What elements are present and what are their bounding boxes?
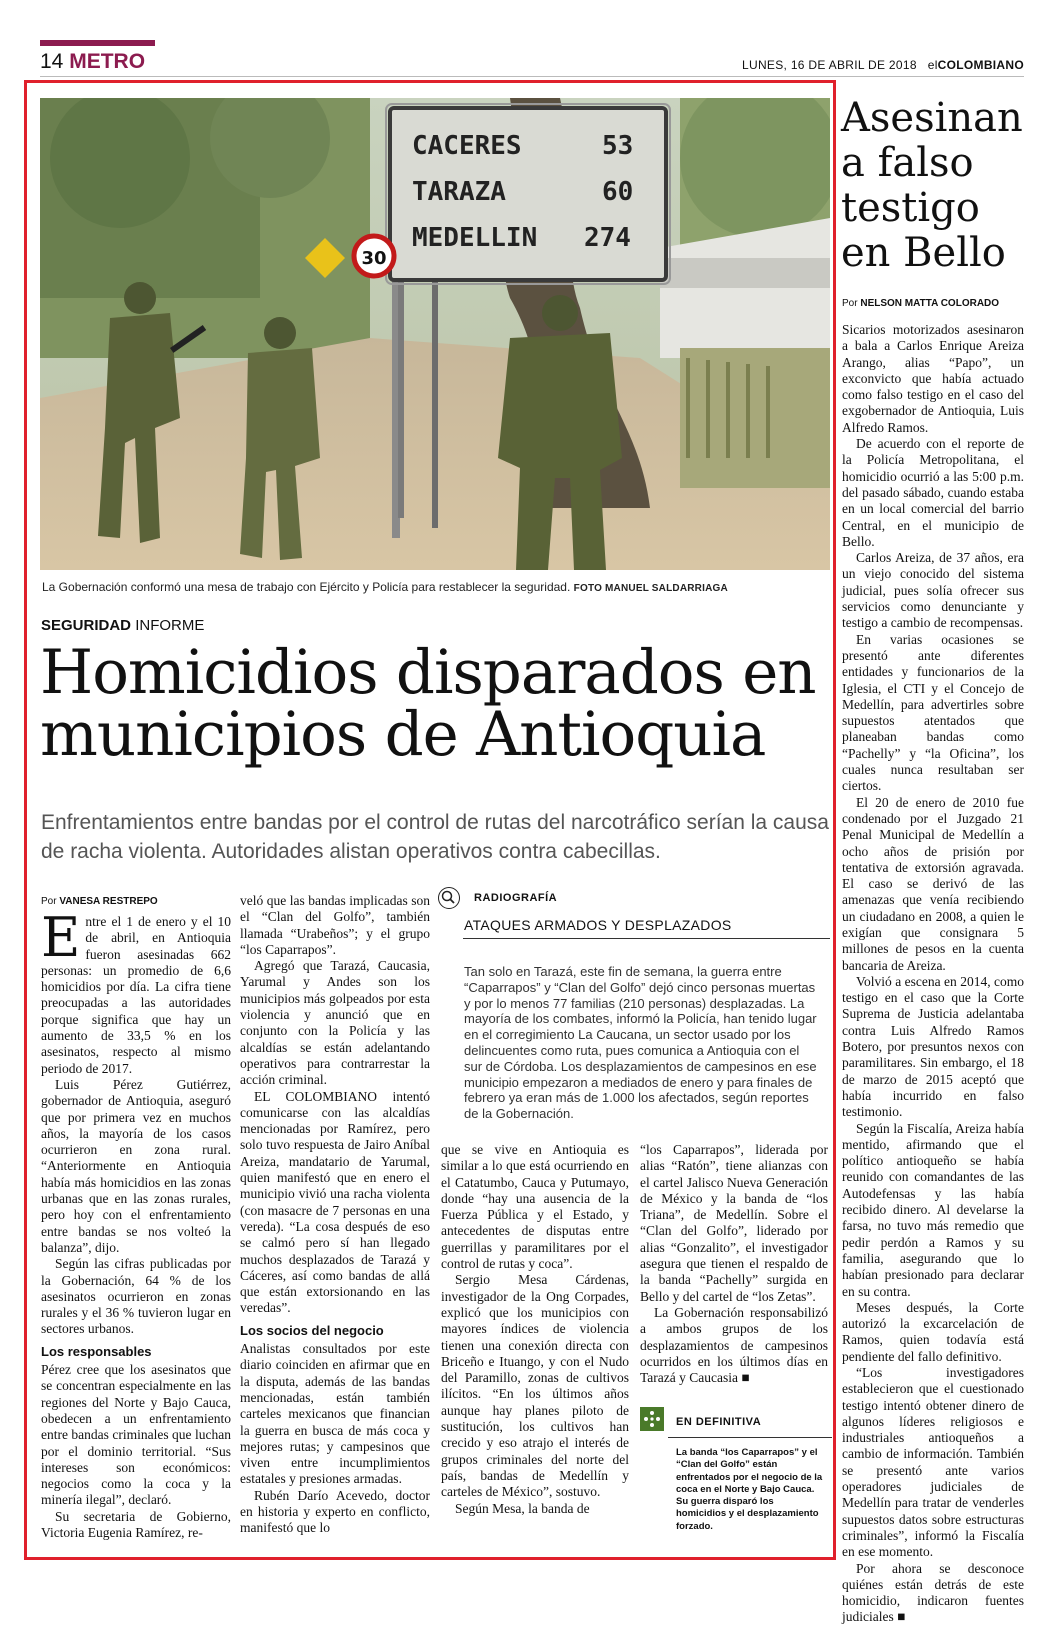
photo-illustration [40,98,830,570]
sidebar-headline: Asesinan a falso testigo en Bello [841,95,1023,276]
section-name: METRO [69,50,146,73]
paragraph: Sicarios motorizados asesinaron a bala a Carlos Enrique Areiza Arango, alias “Papo”, un exconvicto que había actuado como falso testigo en el caso del exgobernador de Antioquia, Luis Alfredo Ramos. [842,322,1024,435]
paragraph: Agregó que Tarazá, Caucasia, Yarumal y Andes son los municipios más golpeados por esta violencia y anunció que en conjunto con la Policía y las alcaldías se están adelantando operativos para contrarrestar la acción criminal. [240,958,430,1088]
kicker [41,617,204,634]
paragraph: El 20 de enero de 2010 fue condenado por el Juzgado 21 Penal Municipal de Medellín a ocho años de prisión por tentativa de extorsión agravada. El caso se derivó de las amenazas que venía recibiendo un ciudadano en 2008, a quien le exigían que consignara 5 millones de pesos en la cuenta bancaria de Areiza. [842,794,1024,973]
end-mark: ■ [741,1370,750,1386]
paragraph: Meses después, la Corte autorizó la excarcelación de Ramos, quien todavía está pendiente del fallo definitivo. [842,1299,1024,1364]
paragraph [640,1305,828,1386]
radiografia-rule [463,938,830,939]
sign-place-1: CACERES [412,131,522,161]
photo-credit: FOTO MANUEL SALDARRIAGA [573,583,728,594]
section-color-bar [40,40,155,46]
sign-km-2: 60 [602,177,634,207]
byline-por: Por [41,896,57,907]
speed-sign-value: 30 [361,248,387,269]
header-rule [40,76,1024,77]
photo-caption [42,580,822,594]
article-column-3 [441,1142,629,1517]
subhead: Los responsables [41,1343,152,1359]
en-definitiva-rule [668,1437,832,1438]
paragraph: que se vive en Antioquia es similar a lo que está ocurriendo en el Catatumbo, Cauca y Putumayo, donde “hay una ausencia de la Fuerza Pública y el Estado, y antecedentes de disputas entre guerrillas y paramilitares por el control de rutas y coca”. [441,1142,629,1272]
paragraph: En varias ocasiones se presentó ante diferentes entidades y funcionarios de la Iglesia, el CTI y el Concejo de Medellín, para advertirles sobre supuestos atentados que planeaban bandas como “Pachelly” y “la Oficina”, los cuales nunca resultaban ser ciertos. [842,631,1024,794]
paragraph: De acuerdo con el reporte de la Policía Metropolitana, el homicidio ocurrió a las 5:00 p.m. del pasado sábado, cuando estaba en un local comercial del barrio Central, en el municipio de Bello. [842,436,1024,549]
radiografia-text: Tan solo en Tarazá, este fin de semana, la guerra entre “Caparrapos” y “Clan del Golfo” dejó cinco personas muertas y por lo menos 77 familias (210 personas) desplazadas. La mayoría de los combates, informó la Policía, han tenido lugar en el corregimiento La Caucana, un sector usado por los delincuentes como ruta, pues comunica a Antioquia con el sur de Córdoba. Los desplazamientos de campesinos en ese municipio empezaron a mediados de enero y para finales de febrero ya eran más de 1.000 los afectados, según reportes de la Gobernación. [464,964,817,1122]
article-column-2 [240,893,430,1537]
page-number: 14 [40,50,64,73]
paragraph: Pérez cree que los asesinatos que se concentran especialmente en las regiones del Norte y Bajo Cauca, obedecen a un enfrentamiento entre bandas criminales que luchan por el dominio territorial. “Sus intereses son económicos: negocios como la coca y la minería ilegal”, declaró. [41,1362,231,1508]
paragraph: Volvió a escena en 2014, como testigo en el caso que la Corte Suprema de Justicia adelantaba contra Luis Alfredo Ramos Botero, por presuntos nexos con paramilitares. Sin embargo, el 18 de marzo de 2015 aceptó que había incurrido en falso testimonio. [842,973,1024,1120]
subhead: Los socios del negocio [240,1322,384,1338]
sign-place-3: MEDELLIN [412,223,538,253]
paragraph: Según Mesa, la banda de [455,1500,590,1516]
article-photo [40,98,830,570]
paragraph [41,906,231,1077]
brand-name: COLOMBIANO [937,58,1024,72]
sidebar-byline [842,298,999,309]
en-definitiva-box [640,1407,832,1547]
caption-text: La Gobernación conformó una mesa de trabajo con Ejército y Policía para restablecer la seguridad. [42,580,571,594]
paragraph: Analistas consultados por este diario coinciden en afirmar que en la disputa, además de las bandas mencionadas, están también carteles mexicanos que financian la guerra en busca de más coca y mejores rutas; y campesinos que viven entre incumplimientos estatales y presiones armadas. [240,1341,430,1487]
paragraph: Carlos Areiza, de 37 años, era un viejo conocido del sistema judicial, pues solía ofrecer sus servicios como denunciante y testigo a cambio de recompensas. [842,550,1024,631]
paragraph: Rubén Darío Acevedo, doctor en historia y experto en conflicto, manifestó que lo [240,1487,430,1536]
brand-prefix: el [927,58,938,72]
headline-line-1: Homicidios disparados en [40,637,816,708]
en-definitiva-text: La banda “los Caparrapos” y el “Clan del Golfo” están enfrentados por el negocio de la coca en el Norte y Bajo Cauca. Su guerra disparó los homicidios y el desplazamiento forzado. [676,1447,823,1532]
drop-cap: E [41,906,81,969]
kicker-topic: SEGURIDAD [41,617,132,634]
paragraph-text: Por ahora se desconoce quiénes están detrás de este homicidio, indicaron fuentes judiciales [842,1560,1024,1625]
radiografia-title: ATAQUES ARMADOS Y DESPLAZADOS [464,917,732,933]
paragraph [842,1561,1024,1626]
paragraph: Según las cifras publicadas por la Gobernación, 64 % de los asesinatos ocurrieron en zonas rurales y el 36 % tuvieron lugar en sectores urbanos. [41,1256,231,1337]
en-definitiva-label: EN DEFINITIVA [676,1416,762,1428]
paragraph: veló que las bandas implicadas son el “Clan del Golfo”, también llamada “Urabeños”; y el grupo “los Caparrapos”. [240,893,430,957]
paragraph-text: ntre el 1 de enero y el 10 de abril, en Antioquia fueron asesinadas 662 personas: un promedio de 6,6 homicidios por día. La cifra tiene preocupadas a las autoridades porque significa que hay un aumento de 33,5 % en los asesinatos, respecto al mismo periodo de 2017. [41,914,231,1076]
sidebar-column [842,322,1024,1626]
issue-date: LUNES, 16 DE ABRIL DE 2018 [742,58,917,72]
paragraph: Sergio Mesa Cárdenas, investigador de la Ong Corpades, explicó que los municipios con mayores índices de violencia tienen una conexión directa con Briceño e Ituango, y con el Nudo del Paramillo, zonas de cultivos ilícitos. “En los últimos años aunque hay planes piloto de sustitución, los cultivos han crecido y eso atrajo el interés de grupos criminales del norte del país, bandas de Medellín y carteles de México”, sostuvo. [441,1272,629,1500]
dek: Enfrentamientos entre bandas por el control de rutas del narcotráfico serían la causa de racha violenta. Autoridades alistan operativos contra cabecillas. [41,811,829,863]
sign-place-2: TARAZA [412,177,506,207]
search-icon [438,887,460,909]
paragraph: “Los investigadores establecieron que el cuestionado testigo intentó obtener dinero de algunos líderes religiosos e industriales antioqueños a cambio de información. También se presentó ante varios operadores judiciales de Medellín para tratar de venderles supuestos datos sobre estructuras criminales”, informó la Fiscalía en ese momento. [842,1365,1024,1560]
dateline [742,58,1024,72]
article-column-4 [640,1142,828,1386]
paragraph: Su secretaria de Gobierno, Victoria Eugenia Ramírez, re- [41,1508,231,1540]
headline [40,637,830,770]
paragraph: EL COLOMBIANO intentó comunicarse con las alcaldías mencionadas por Ramírez, pero solo tuvo respuesta de Jairo Aníbal Areiza, mandatario de Yarumal, quien manifestó que en enero el municipio vivió una racha violenta (con masacre de 7 personas en una vereda). “La cosa después de eso se calmó pero sí han llegado muchos desplazados de Tarazá y Cáceres, así como bandas de allá que están extorsionando en las veredas”. [240,1088,430,1316]
sidebar-byline-name: NELSON MATTA COLORADO [860,298,1000,309]
sidebar-byline-por: Por [842,298,858,309]
end-mark: ■ [897,1609,906,1625]
headline-line-2: municipios de Antioquia [40,699,766,770]
paragraph-text: La Gobernación responsabilizó a ambos grupos de los desplazamientos de campesinos ocurridos en los últimos días en Tarazá y Caucasia [640,1304,828,1386]
sparkle-icon [640,1407,664,1431]
radiografia-label: RADIOGRAFÍA [474,892,558,904]
paragraph: Luis Pérez Gutiérrez, gobernador de Antioquia, aseguró que por primera vez en muchos años, la mayoría de los casos ocurrieron en zona rural. “Anteriormente en Antioquia había más homicidios en las zonas urbanas que en las zonas rurales, pero hoy con el enfrentamiento entre bandas se nos volteó la balanza”, dijo. [41,1076,231,1255]
article-column-1 [41,906,231,1541]
sign-km-3: 274 [584,223,631,253]
page-number-section [40,50,145,74]
paragraph: “los Caparrapos”, liderada por alias “Ratón”, tiene alianzas con el cartel Jalisco Nueva Generación de México y la banda de “los Triana”, de Medellín. Sobre el “Clan del Golfo”, liderado por alias “Gonzalito”, el investigador asegura que tienen el respaldo de la banda “Pachelly” surgida en Bello y del cartel de “los Zetas”. [640,1142,828,1304]
byline-name: VANESA RESTREPO [59,896,158,907]
paragraph: Según la Fiscalía, Areiza había mentido, afirmando que el político antioqueño se había reunido con comandantes de las Autodefensas y las había recibido dinero. Al develarse la farsa, no tuvo más remedio que pedir perdón a Ramos y su familia, asegurando que lo habían presionado para declarar en su contra. [842,1120,1024,1299]
kicker-type: INFORME [135,617,205,634]
sign-km-1: 53 [602,131,634,161]
